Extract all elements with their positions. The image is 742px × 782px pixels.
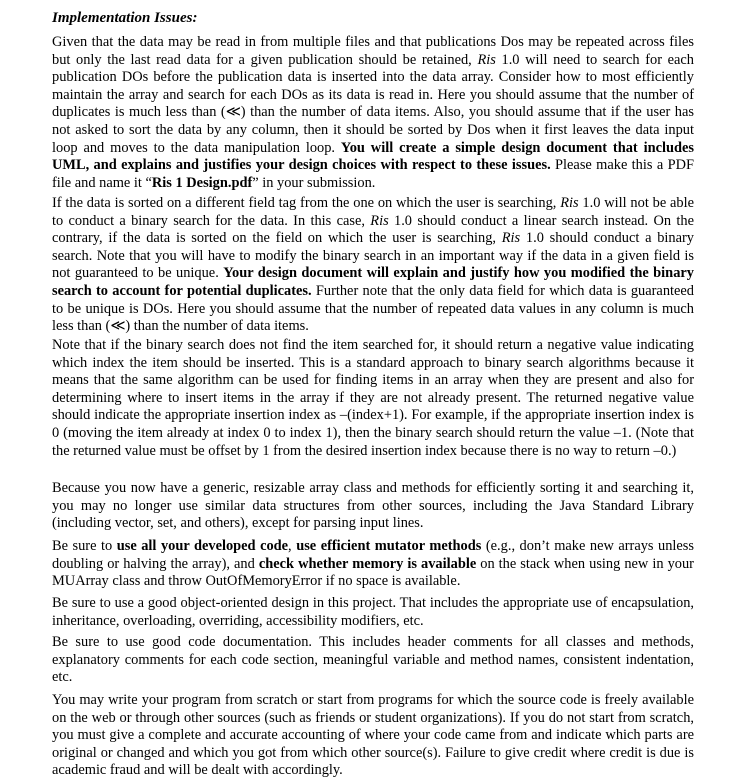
text-run: ,	[288, 538, 292, 554]
section-heading: Implementation Issues:	[52, 10, 198, 26]
bold-requirement: use efficient mutator methods	[296, 538, 482, 554]
text-run: 1.0 should conduct a binary search. Note that you will have to modify the binary search in an important way if the data in a given field is not guaranteed to be unique.	[52, 230, 694, 282]
text-run: 1.0 will not be able to conduct a binary search for the data. In this case,	[52, 195, 694, 229]
text-run: Given that the data may be read in from multiple files and that publications Dos may be repeated across files but only the last read data for a given publication should be retained,	[52, 34, 694, 68]
text-run: Further note that the only data field for which data is guaranteed to be unique is DOs. Here you should assume that the number of repeated data values in any column is much less than (≪) than the number of data items.	[52, 282, 694, 335]
product-name: Ris	[477, 51, 496, 68]
text-run: 1.0 will need to search for each publication DOs before the publication data is inserted into the data array. Consider how to most efficiently maintain the array and search for each DOs as its data is read in. Here you should assume that the number of duplicates is much less than (≪) than the number of data items. Also, you should assume that if the user has not asked to sort the data by any column, then it should be sorted by Dos when it first leaves the data input loop and moves to the data manipulation loop.	[52, 51, 694, 156]
text-run: 1.0 should conduct a linear search instead. On the contrary, if the data is sorted on the field on which the user is searching,	[52, 212, 694, 247]
paragraph-negative-return: Note that if the binary search does not find the item searched for, it should return a negative value indicating which index the item should be inserted. This is a standard approach to binary search algorithms because it means that the same algorithm can be used for finding items in an array when they are present and also for determining where to insert items in the array if they are not already present. The returned negative value should indicate the appropriate insertion index as –(index+1). For example, if the appropriate insertion index is 0 (moving the item already at index 0 to index 1), then the binary search should return the value –1. (Note that the returned value must be offset by 1 from the desired insertion index because there is no way to return –0.)	[52, 337, 694, 459]
file-name: Ris 1 Design.pdf	[151, 174, 253, 191]
bold-requirement: check whether memory is available	[258, 555, 477, 572]
product-name: Ris	[501, 230, 521, 247]
bold-requirement: Your design document will explain and justify how you modified the binary search to account for potential duplicates.	[52, 265, 694, 299]
text-run: (e.g., don’t make new arrays unless doubling or halving the array), and	[52, 538, 695, 572]
paragraph-duplicates	[52, 34, 694, 192]
paragraph-no-library: Because you now have a generic, resizable array class and methods for efficiently sorting it and searching it, you may no longer use similar data structures from other sources, including the Java Standard Library (including vector, set, and others), except for parsing input lines.	[52, 480, 694, 532]
paragraph-academic-integrity: You may write your program from scratch or start from programs for which the source code is freely available on the web or through other sources (such as friends or student organizations). If you do not start from scratch, you must give a complete and accurate accounting of where your code came from and indicate which parts are original or changed and which you got from which other source(s). Failure to give credit where credit is due is academic fraud and will be dealt with accordingly.	[52, 692, 694, 779]
text-run: ” in your submission.	[252, 174, 376, 191]
text-run: on the stack when using new in your MUArray class and throw OutOfMemoryError if no space is available.	[52, 555, 694, 590]
bold-requirement: You will create a simple design document that includes UML, and explains and justifies your design choices with respect to these issues.	[52, 139, 694, 174]
text-run: Please make this a PDF file and name it “	[52, 157, 694, 191]
paragraph-efficiency	[52, 538, 694, 591]
product-name: Ris	[370, 212, 389, 229]
text-run: If the data is sorted on a different field tag from the one on which the user is searching,	[52, 195, 557, 211]
product-name: Ris	[560, 195, 579, 211]
text-run: Be sure to	[52, 538, 113, 554]
paragraph-binary-search	[52, 195, 694, 336]
paragraph-oo-design: Be sure to use a good object-oriented design in this project. That includes the appropriate use of encapsulation, inheritance, overloading, overriding, accessibility modifiers, etc.	[52, 595, 694, 629]
bold-requirement: use all your developed code	[116, 538, 289, 554]
paragraph-documentation: Be sure to use good code documentation. This includes header comments for all classes and methods, explanatory comments for each code section, meaningful variable and method names, consistent indentation, etc.	[52, 634, 694, 686]
